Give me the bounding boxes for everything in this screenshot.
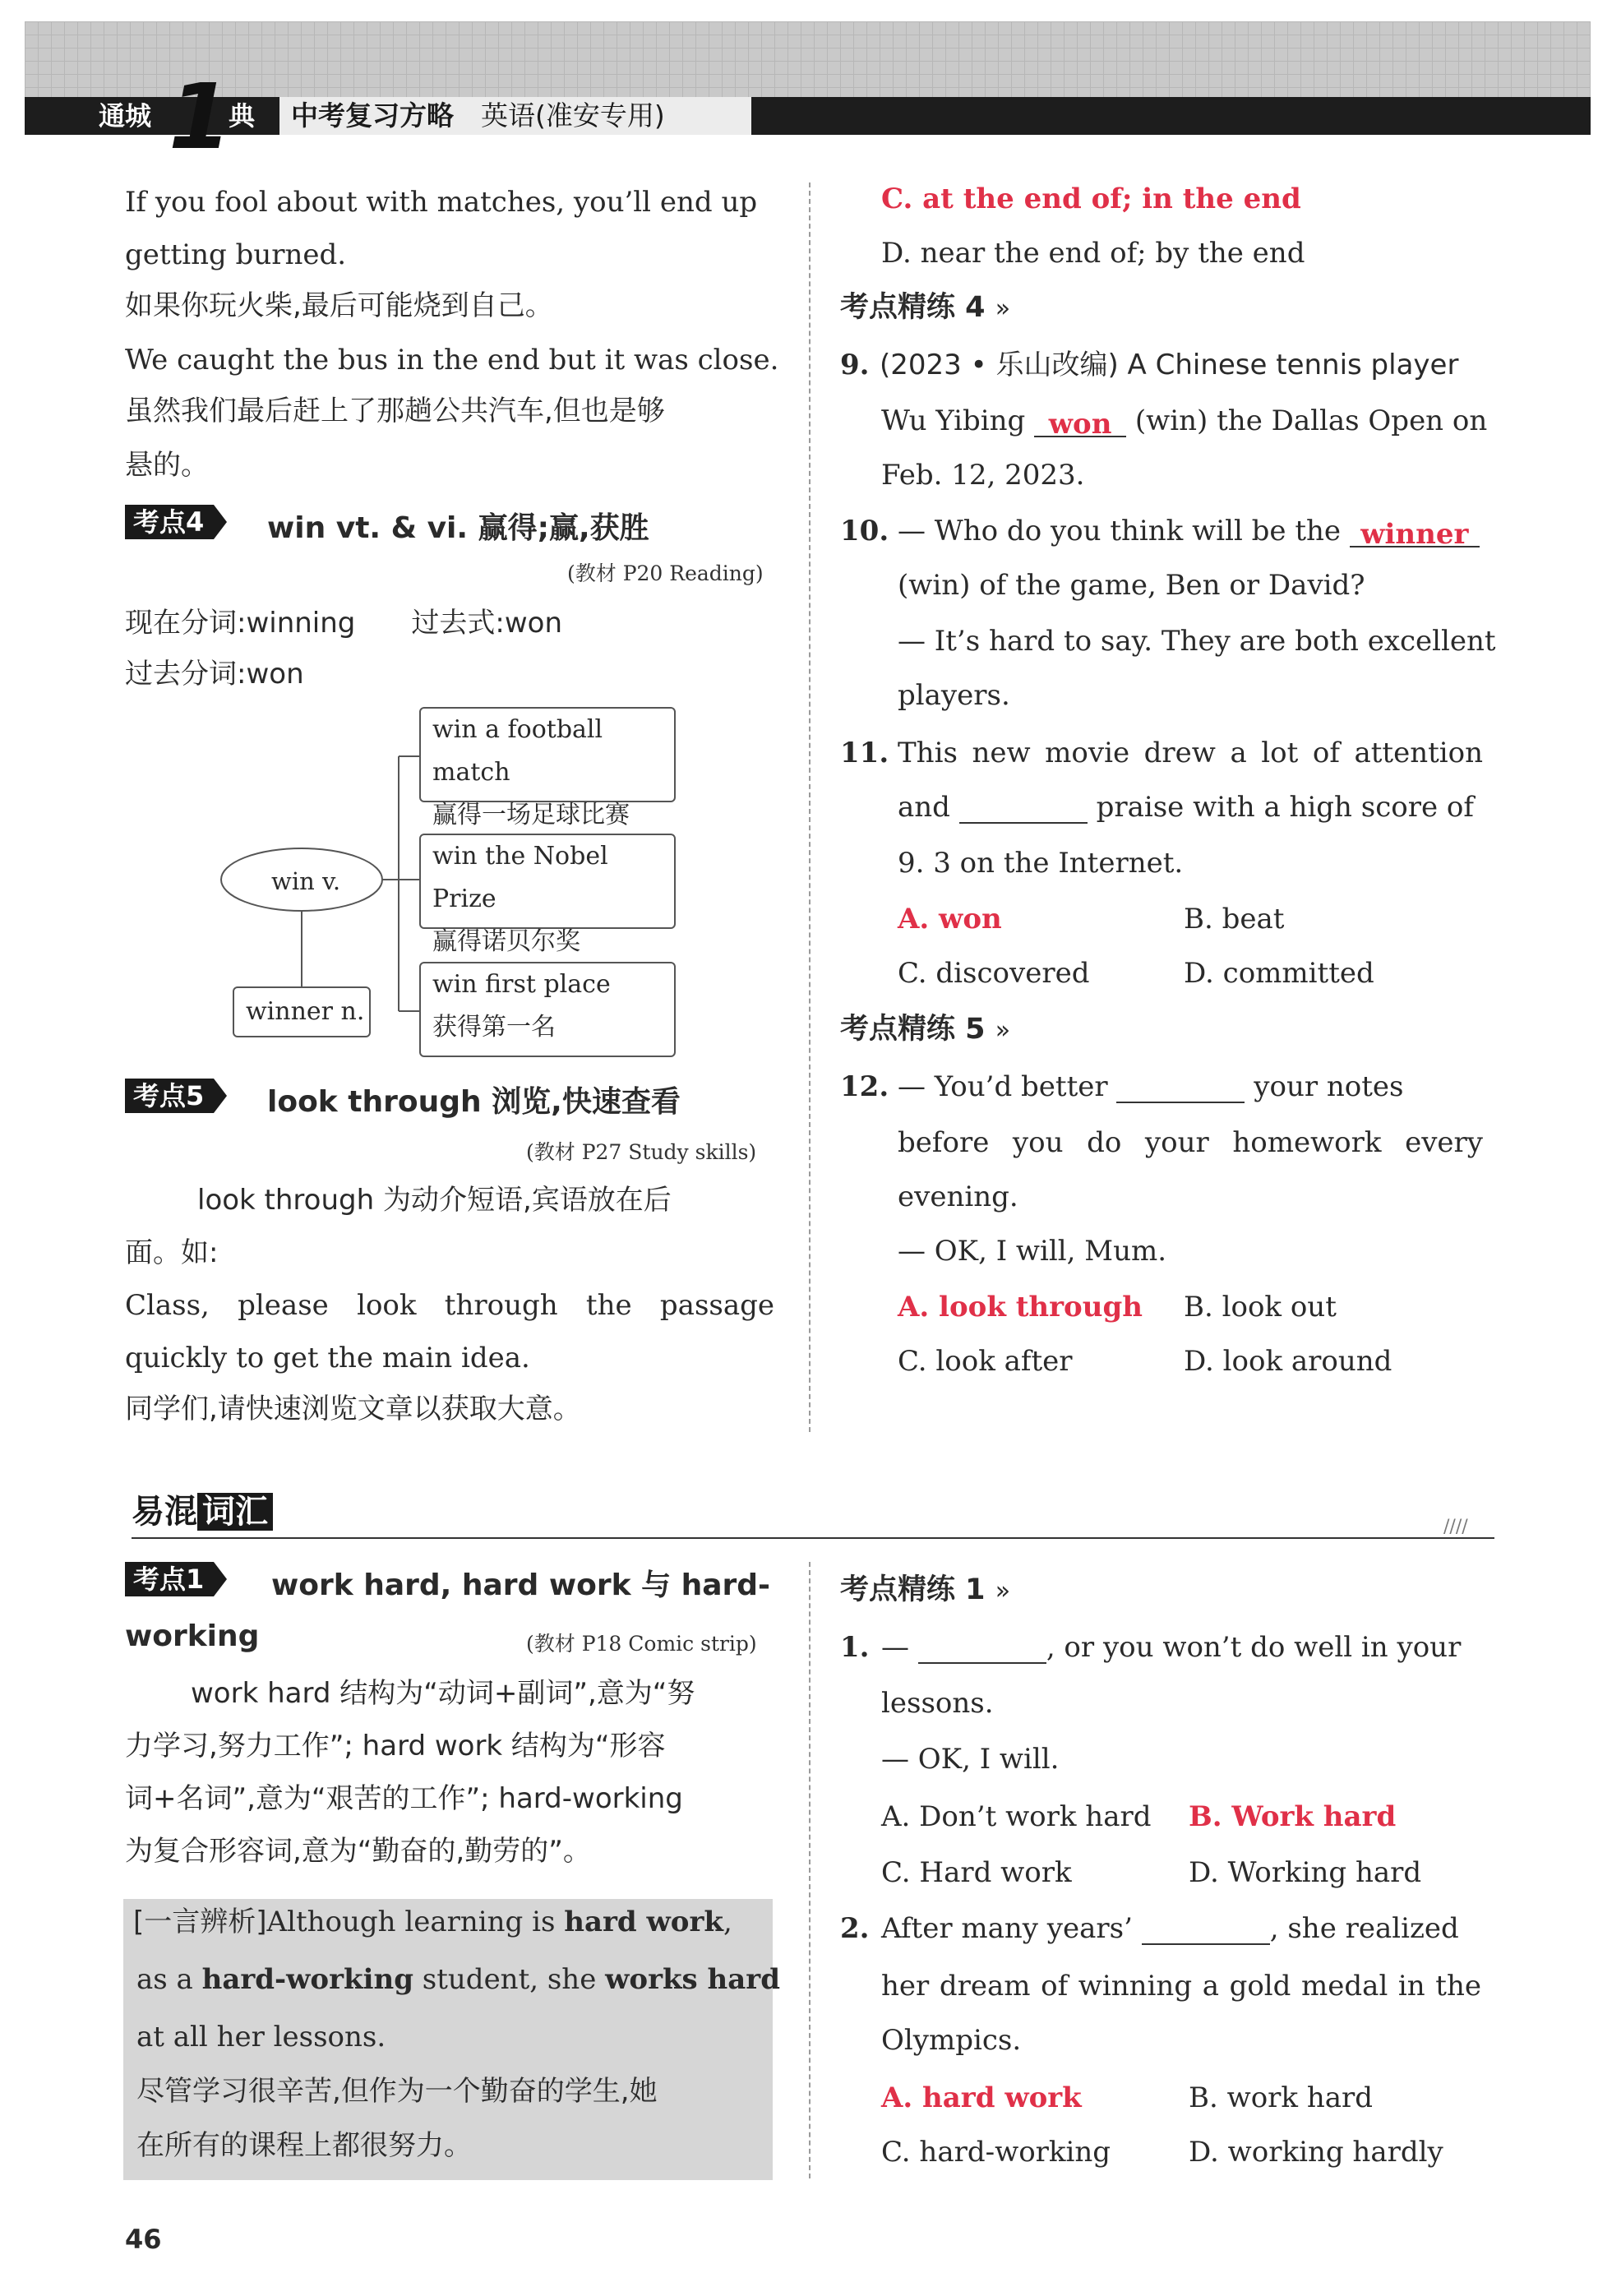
tip-line-2: as a hard-working student, she works hard	[136, 1963, 780, 1996]
tip-line-3: at all her lessons.	[136, 2021, 386, 2053]
q9-line-a: (2023 • 乐山改编) A Chinese tennis player	[880, 349, 1459, 381]
kd4-title: win vt. & vi. 赢得;赢,获胜	[267, 511, 649, 545]
diagram-branch-2: win the Nobel Prize 赢得诺贝尔奖	[419, 834, 676, 929]
q12-line-b: before you do your homework every	[898, 1126, 1483, 1159]
q12-option-a: A. look through	[898, 1291, 1143, 1324]
q9-number: 9.	[840, 349, 870, 381]
kd4-source: (教材 P20 Reading)	[567, 561, 764, 585]
column-divider-top	[809, 182, 811, 1432]
brand-left: 通城	[99, 100, 152, 132]
q2-line-c: Olympics.	[881, 2024, 1022, 2057]
kd1-p1: work hard 结构为“动词+副词”,意为“努	[191, 1677, 695, 1710]
header-bar	[25, 64, 1591, 169]
left-p1: If you fool about with matches, you’ll end up	[125, 186, 758, 219]
header-pattern	[25, 21, 1591, 104]
q11-line-c: 9. 3 on the Internet.	[898, 847, 1184, 880]
section-rule	[132, 1537, 1494, 1539]
kd1-p3: 词+名词”,意为“艰苦的工作”; hard-working	[125, 1782, 683, 1815]
q2-option-b: B. work hard	[1189, 2081, 1374, 2114]
kd5-p2: 面。如:	[125, 1236, 219, 1269]
q10-line-b: (win) of the game, Ben or David?	[898, 569, 1365, 602]
q12-line-a: — You’d better your notes	[898, 1070, 1404, 1103]
column-divider-bottom	[809, 1562, 811, 2178]
q10-line-a: — Who do you think will be the winner	[898, 515, 1480, 547]
q11-option-c: C. discovered	[898, 957, 1090, 990]
kd5-p3b: quickly to get the main idea.	[125, 1342, 530, 1374]
q2-blank	[1142, 1915, 1270, 1945]
diagram-noun-box: winner n.	[233, 986, 371, 1037]
q1-option-a: A. Don’t work hard	[881, 1800, 1152, 1833]
tip-line-1: [一言辨析]Although learning is hard work,	[133, 1906, 732, 1938]
q10-number: 10.	[840, 515, 889, 547]
q2-option-d: D. working hardly	[1189, 2136, 1443, 2169]
q1-line-a: — , or you won’t do well in your	[881, 1631, 1462, 1664]
kd5-p4: 同学们,请快速浏览文章以获取大意。	[125, 1393, 581, 1425]
q1-line-c: — OK, I will.	[881, 1743, 1060, 1776]
q11-blank	[959, 794, 1088, 824]
tip-line-4: 尽管学习很辛苦,但作为一个勤奋的学生,她	[136, 2075, 658, 2108]
kd1-source: (教材 P18 Comic strip)	[526, 1632, 757, 1656]
q12-number: 12.	[840, 1070, 889, 1103]
diagram-branch-1: win a football match 赢得一场足球比赛	[419, 707, 676, 802]
brand-logo-icon: 1	[169, 64, 232, 169]
q1-number: 1.	[840, 1631, 870, 1664]
q11-line-a: This new movie drew a lot of attention	[898, 737, 1483, 769]
q1-blank	[918, 1634, 1046, 1664]
q12-option-d: D. look around	[1184, 1345, 1392, 1378]
q11-option-b: B. beat	[1184, 903, 1285, 935]
kd5-source: (教材 P27 Study skills)	[526, 1140, 757, 1164]
q12-option-c: C. look after	[898, 1345, 1073, 1378]
q11-number: 11.	[840, 737, 889, 769]
q10-answer: winner	[1350, 518, 1480, 547]
kd1-title-b: working	[125, 1619, 260, 1653]
left-p2: getting burned.	[125, 238, 347, 271]
page-number: 46	[125, 2224, 162, 2255]
kd5-p3a: Class, please look through the passage	[125, 1289, 774, 1322]
q9-line-b: Wu Yibing won (win) the Dallas Open on	[881, 404, 1488, 441]
left-p6: 悬的。	[125, 449, 209, 482]
practice-4-heading: 考点精练 4 »	[840, 291, 1011, 324]
q2-number: 2.	[840, 1912, 870, 1945]
kd4-forms-2: 过去分词:won	[125, 658, 304, 691]
q11-option-d: D. committed	[1184, 957, 1374, 990]
practice-5-heading: 考点精练 5 »	[840, 1013, 1011, 1046]
q1-option-d: D. Working hard	[1189, 1856, 1422, 1889]
section-rule-marks: ////	[1443, 1517, 1468, 1537]
q2-option-a: A. hard work	[881, 2081, 1082, 2114]
kd4-tag: 考点4	[125, 505, 214, 539]
q9-answer: won	[1034, 408, 1126, 437]
left-p5: 虽然我们最后赶上了那趟公共汽车,但也是够	[125, 395, 665, 427]
q2-option-c: C. hard-working	[881, 2136, 1111, 2169]
q2-line-b: her dream of winning a gold medal in the	[881, 1970, 1481, 2003]
kd5-tag: 考点5	[125, 1079, 214, 1113]
q1-option-c: C. Hard work	[881, 1856, 1072, 1889]
section-confusable-words: 易混 词汇	[132, 1490, 273, 1534]
kd1-tag: 考点1	[125, 1562, 214, 1596]
q1-option-b: B. Work hard	[1189, 1800, 1397, 1833]
q11-option-a: A. won	[898, 903, 1002, 935]
left-p3: 如果你玩火柴,最后可能烧到自己。	[125, 289, 553, 322]
header-title: 中考复习方略 英语(准安专用)	[279, 97, 751, 135]
q12-option-b: B. look out	[1184, 1291, 1337, 1324]
kd1-p2: 力学习,努力工作”; hard work 结构为“形容	[125, 1730, 666, 1762]
q10-line-d: players.	[898, 679, 1010, 712]
tip-label: [一言辨析]	[133, 1906, 267, 1938]
option-c-answer: C. at the end of; in the end	[881, 182, 1301, 215]
q12-line-d: — OK, I will, Mum.	[898, 1235, 1167, 1268]
q9-line-c: Feb. 12, 2023.	[881, 459, 1085, 492]
tip-line-5: 在所有的课程上都很努力。	[136, 2129, 472, 2162]
q11-line-b: and praise with a high score of	[898, 791, 1474, 824]
q1-line-b: lessons.	[881, 1687, 994, 1720]
practice-1-heading: 考点精练 1 »	[840, 1573, 1011, 1606]
kd1-p4: 为复合形容词,意为“勤奋的,勤劳的”。	[125, 1835, 591, 1868]
q2-line-a: After many years’ , she realized	[881, 1912, 1459, 1945]
q12-blank	[1116, 1074, 1245, 1103]
q12-line-c: evening.	[898, 1180, 1018, 1213]
diagram-branch-3: win first place 获得第一名	[419, 962, 676, 1057]
option-d: D. near the end of; by the end	[881, 237, 1305, 270]
kd4-forms-1: 现在分词:winning 过去式:won	[125, 607, 562, 640]
kd5-title: look through 浏览,快速查看	[267, 1085, 681, 1119]
left-p4: We caught the bus in the end but it was close.	[125, 344, 779, 377]
kd1-title-a: work hard, hard work 与 hard-	[271, 1568, 770, 1602]
brand-right: 典	[229, 100, 256, 132]
q10-line-c: — It’s hard to say. They are both excellent	[898, 625, 1496, 658]
diagram-center: win v.	[271, 867, 341, 895]
kd5-p1: look through 为动介短语,宾语放在后	[197, 1184, 672, 1217]
